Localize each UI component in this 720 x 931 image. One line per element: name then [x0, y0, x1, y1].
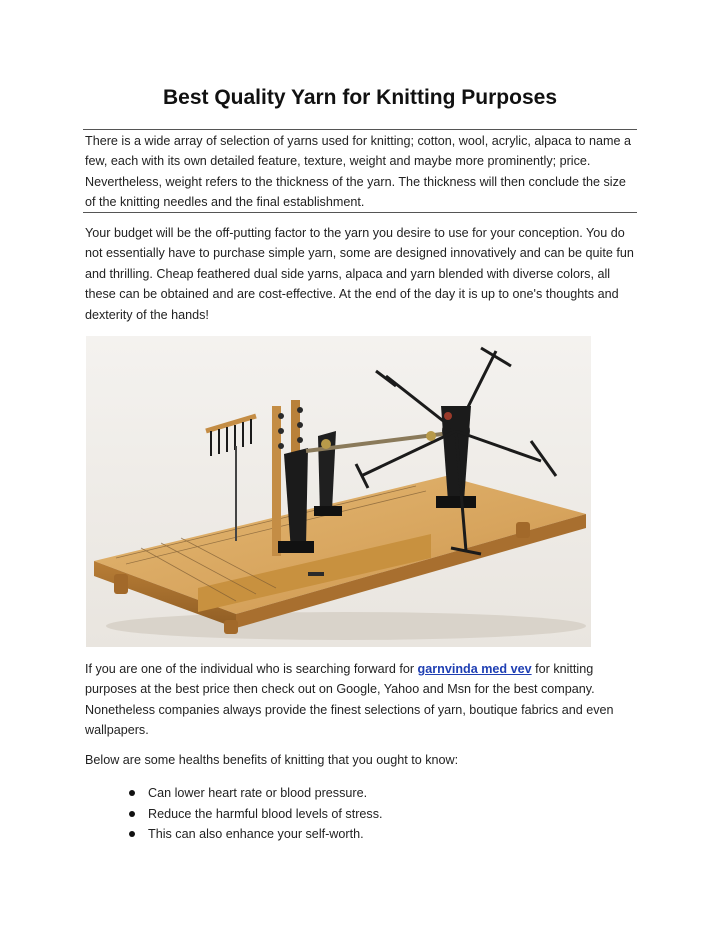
list-item — [128, 783, 383, 804]
bullet-icon — [129, 790, 135, 796]
bullet-icon — [129, 811, 135, 817]
bullet-icon — [129, 831, 135, 837]
benefits-intro: Below are some healths benefits of knitting that you ought to know: — [85, 753, 459, 767]
list-item-text: This can also enhance your self-worth. — [148, 827, 364, 842]
list-item-text: Reduce the harmful blood levels of stress. — [148, 806, 383, 821]
page-title: Best Quality Yarn for Knitting Purposes — [162, 86, 558, 109]
search-text-after: for knitting purposes at the best price then check out on Google, Yahoo and Msn for the best company. Nonetheless companies always provide the finest selections of yarn, boutique fabrics and even wallpapers. — [85, 662, 614, 738]
list-item — [128, 824, 383, 845]
bottom-divider — [83, 212, 637, 213]
search-text-before: If you are one of the individual who is searching forward for — [85, 662, 418, 676]
intro-paragraph: There is a wide array of selection of yarns used for knitting; cotton, wool, acrylic, alpaca to name a few, each with its own detailed feature, texture, weight and maybe more prominently; price. Nevertheless, weight refers to the thickness of the yarn. The thickness will then conclude the size of the knitting needles and the final establishment. — [85, 134, 631, 210]
budget-paragraph: Your budget will be the off-putting factor to the yarn you desire to use for your conception. You do not essentially have to purchase simple yarn, some are designed innovatively and can be quite fun and thrilling. Cheap feathered dual side yarns, alpaca and yarn blended with diverse colors, all these can be obtained and are cost-effective. At the end of the day it is up to one's thoughts and dexterity of the hands! — [85, 226, 634, 322]
list-item — [128, 804, 383, 825]
top-divider — [83, 129, 637, 130]
yarn-winder-photo — [86, 336, 591, 647]
garnvinda-link[interactable]: garnvinda med vev — [417, 662, 532, 676]
benefits-list — [128, 783, 383, 845]
search-paragraph — [85, 659, 637, 741]
list-item-text: Can lower heart rate or blood pressure. — [148, 786, 368, 800]
